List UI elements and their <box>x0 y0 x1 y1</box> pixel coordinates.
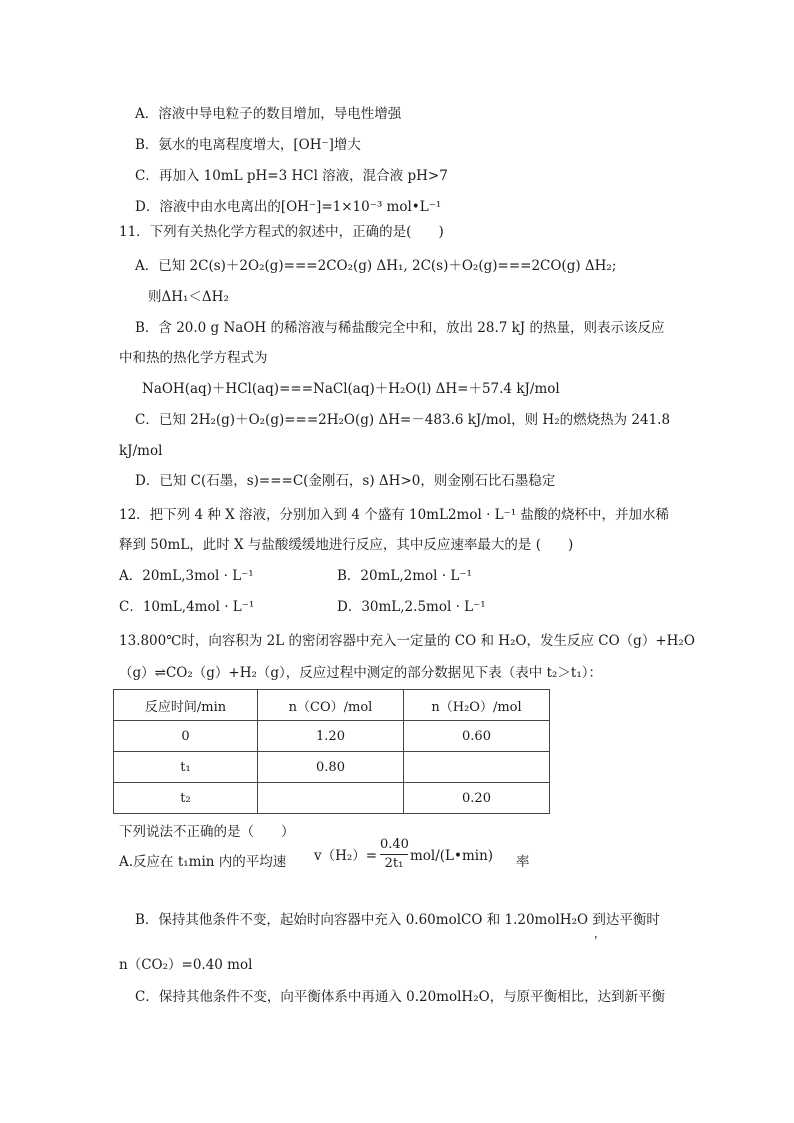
q13-option-a-unit: mol/(L•min) <box>410 848 494 864</box>
table-row <box>114 721 550 752</box>
q13-stem-line1: 13.800℃时，向容积为 2L 的密闭容器中充入一定量的 CO 和 H₂O，发生反应 CO（g）+H₂O <box>119 633 695 649</box>
table-header-cell: n（H₂O）/mol <box>404 690 550 721</box>
table-cell <box>404 752 550 783</box>
q10-option-a: A．溶液中导电粒子的数目增加，导电性增强 <box>135 106 402 122</box>
table-cell: t₁ <box>114 752 258 783</box>
q12-option-b: B．20mL,2mol · L⁻¹ <box>337 568 472 584</box>
table-header-cell: n（CO）/mol <box>258 690 404 721</box>
table-cell: 0 <box>114 721 258 752</box>
table-cell: 1.20 <box>258 721 404 752</box>
q12-stem-line1: 12．把下列 4 种 X 溶液，分别加入到 4 个盛有 10mL2mol · L⁻¹ 盐酸的烧杯中，并加水稀 <box>119 507 669 523</box>
q13-option-b-comma: ， <box>594 927 605 940</box>
q10-option-d: D．溶液中由水电离出的[OH⁻]=1×10⁻³ mol•L⁻¹ <box>135 199 442 215</box>
q12-stem-line2: 释到 50mL，此时 X 与盐酸缓缓地进行反应，其中反应速率最大的是 ( ) <box>119 537 574 553</box>
q12-option-c: C．10mL,4mol · L⁻¹ <box>119 599 255 615</box>
q11-option-a-line2: 则ΔH₁＜ΔH₂ <box>148 289 229 305</box>
q11-option-a-line1: A．已知 2C(s)＋2O₂(g)===2CO₂(g) ΔH₁, 2C(s)＋O₂(g)===2CO(g) ΔH₂; <box>135 258 617 274</box>
fraction-numerator: 0.40 <box>380 836 408 855</box>
q10-option-c: C．再加入 10mL pH=3 HCl 溶液，混合液 pH>7 <box>135 168 448 184</box>
q11-option-b-line1: B．含 20.0 g NaOH 的稀溶液与稀盐酸完全中和，放出 28.7 kJ 的热量，则表示该反应 <box>135 320 665 336</box>
q12-option-d: D．30mL,2.5mol · L⁻¹ <box>337 599 486 615</box>
q13-option-a-rate-symbol: v（H₂）= <box>314 848 378 864</box>
table-cell <box>258 783 404 814</box>
table-row <box>114 752 550 783</box>
q13-option-b-line1: B．保持其他条件不变，起始时向容器中充入 0.60molCO 和 1.20molH₂O 到达平衡时 <box>135 912 660 928</box>
table-cell: 0.80 <box>258 752 404 783</box>
q12-option-a: A．20mL,3mol · L⁻¹ <box>119 568 254 584</box>
q13-option-b-line2: n（CO₂）=0.40 mol <box>119 957 253 973</box>
q11-option-c-line2: kJ/mol <box>119 443 163 459</box>
q13-data-table <box>113 689 550 814</box>
q11-stem: 11．下列有关热化学方程式的叙述中，正确的是( ) <box>119 224 444 240</box>
q13-question: 下列说法不正确的是（ ） <box>119 824 295 840</box>
q11-option-d: D．已知 C(石墨，s)===C(金刚石，s) ΔH>0，则金刚石比石墨稳定 <box>135 473 556 489</box>
table-cell: 0.60 <box>404 721 550 752</box>
table-header-cell: 反应时间/min <box>114 690 258 721</box>
q11-option-c-line1: C．已知 2H₂(g)＋O₂(g)===2H₂O(g) ΔH=－483.6 kJ/mol，则 H₂的燃烧热为 241.8 <box>135 412 671 428</box>
table-row <box>114 783 550 814</box>
q13-option-a-prefix: A.反应在 t₁min 内的平均速 <box>119 854 287 870</box>
table-cell: t₂ <box>114 783 258 814</box>
q11-option-b-line2: 中和热的热化学方程式为 <box>119 350 268 366</box>
q13-option-c-line1: C．保持其他条件不变，向平衡体系中再通入 0.20molH₂O，与原平衡相比，达到新平衡 <box>135 989 666 1005</box>
q11-option-b-equation: NaOH(aq)＋HCl(aq)===NaCl(aq)＋H₂O(l) ΔH=＋57.4 kJ/mol <box>142 381 560 397</box>
q13-option-a-fraction <box>380 836 408 873</box>
fraction-denominator: 2t₁ <box>384 856 404 871</box>
q13-option-a-suffix: 率 <box>516 854 530 870</box>
q13-stem-line2: （g）⇌CO₂（g）+H₂（g），反应过程中测定的部分数据见下表（表中 t₂＞t₁）： <box>119 665 603 681</box>
q10-option-b: B．氨水的电离程度增大，[OH⁻]增大 <box>135 137 361 153</box>
table-cell: 0.20 <box>404 783 550 814</box>
table-header-row <box>114 690 550 721</box>
